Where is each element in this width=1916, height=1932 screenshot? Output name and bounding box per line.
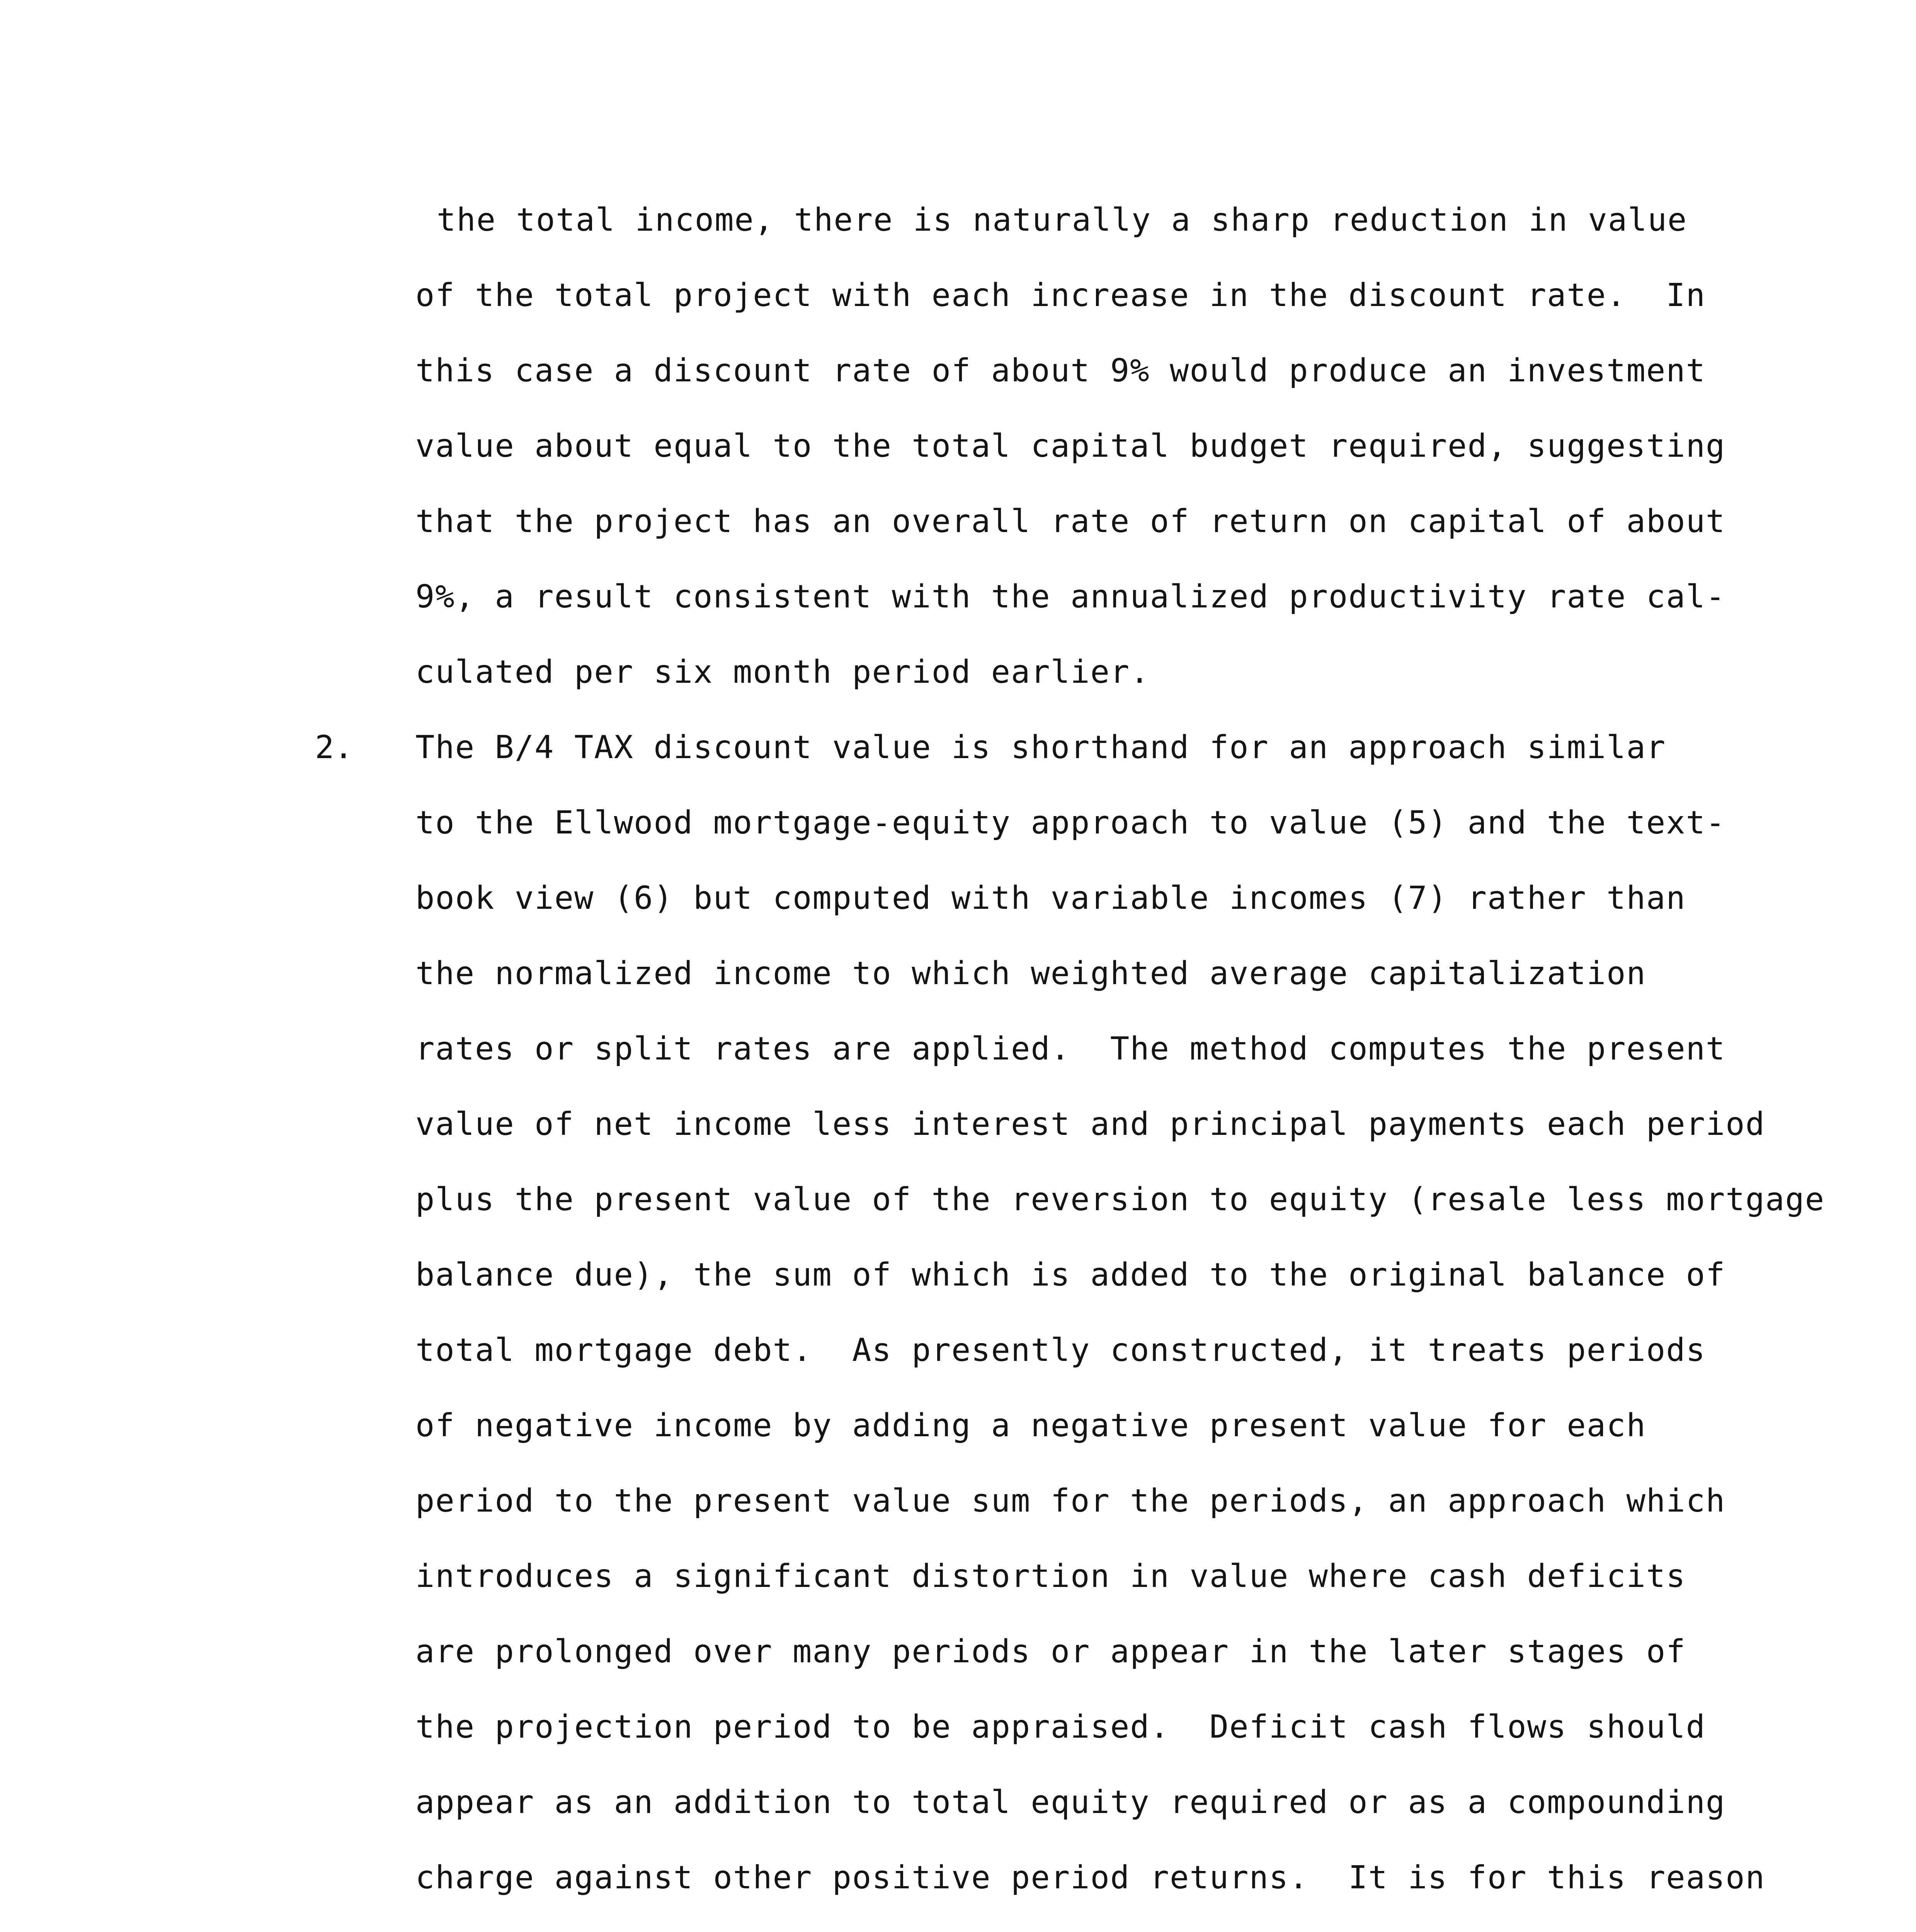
body-line: this case a discount rate of about 9% would produce an investment: [415, 352, 1706, 389]
item-number: 2.: [315, 729, 353, 766]
item2-line: the normalized income to which weighted average capitalization: [415, 955, 1646, 992]
item2-line: book view (6) but computed with variable incomes (7) rather than: [415, 880, 1686, 917]
item2-line: period to the present value sum for the periods, an approach which: [415, 1483, 1726, 1519]
item2-line: charge against other positive period returns. It is for this reason: [415, 1859, 1766, 1896]
body-line: the total income, there is naturally a sharp reduction in value: [437, 202, 1688, 238]
body-line: 9%, a result consistent with the annualized productivity rate cal-: [415, 578, 1726, 615]
item2-line: appear as an addition to total equity required or as a compounding: [415, 1784, 1726, 1821]
item2-line: rates or split rates are applied. The method computes the present: [415, 1031, 1726, 1067]
item2-line: balance due), the sum of which is added to the original balance of: [415, 1257, 1726, 1293]
item2-line: plus the present value of the reversion to equity (resale less mortgage: [415, 1181, 1825, 1218]
item2-line: the projection period to be appraised. Deficit cash flows should: [415, 1709, 1706, 1745]
item2-line: of negative income by adding a negative present value for each: [415, 1407, 1646, 1444]
body-line: value about equal to the total capital budget required, suggesting: [415, 428, 1726, 464]
body-line: that the project has an overall rate of return on capital of about: [415, 503, 1726, 540]
item2-line: to the Ellwood mortgage-equity approach to value (5) and the text-: [415, 804, 1726, 841]
body-line: culated per six month period earlier.: [415, 654, 1150, 690]
item2-line: The B/4 TAX discount value is shorthand for an approach similar: [415, 729, 1666, 766]
item2-line: value of net income less interest and principal payments each period: [415, 1106, 1766, 1143]
body-line: of the total project with each increase in the discount rate. In: [415, 277, 1706, 314]
item2-line: introduces a significant distortion in value where cash deficits: [415, 1558, 1686, 1595]
item2-line: are prolonged over many periods or appear in the later stages of: [415, 1633, 1686, 1670]
item2-line: total mortgage debt. As presently constructed, it treats periods: [415, 1332, 1706, 1369]
